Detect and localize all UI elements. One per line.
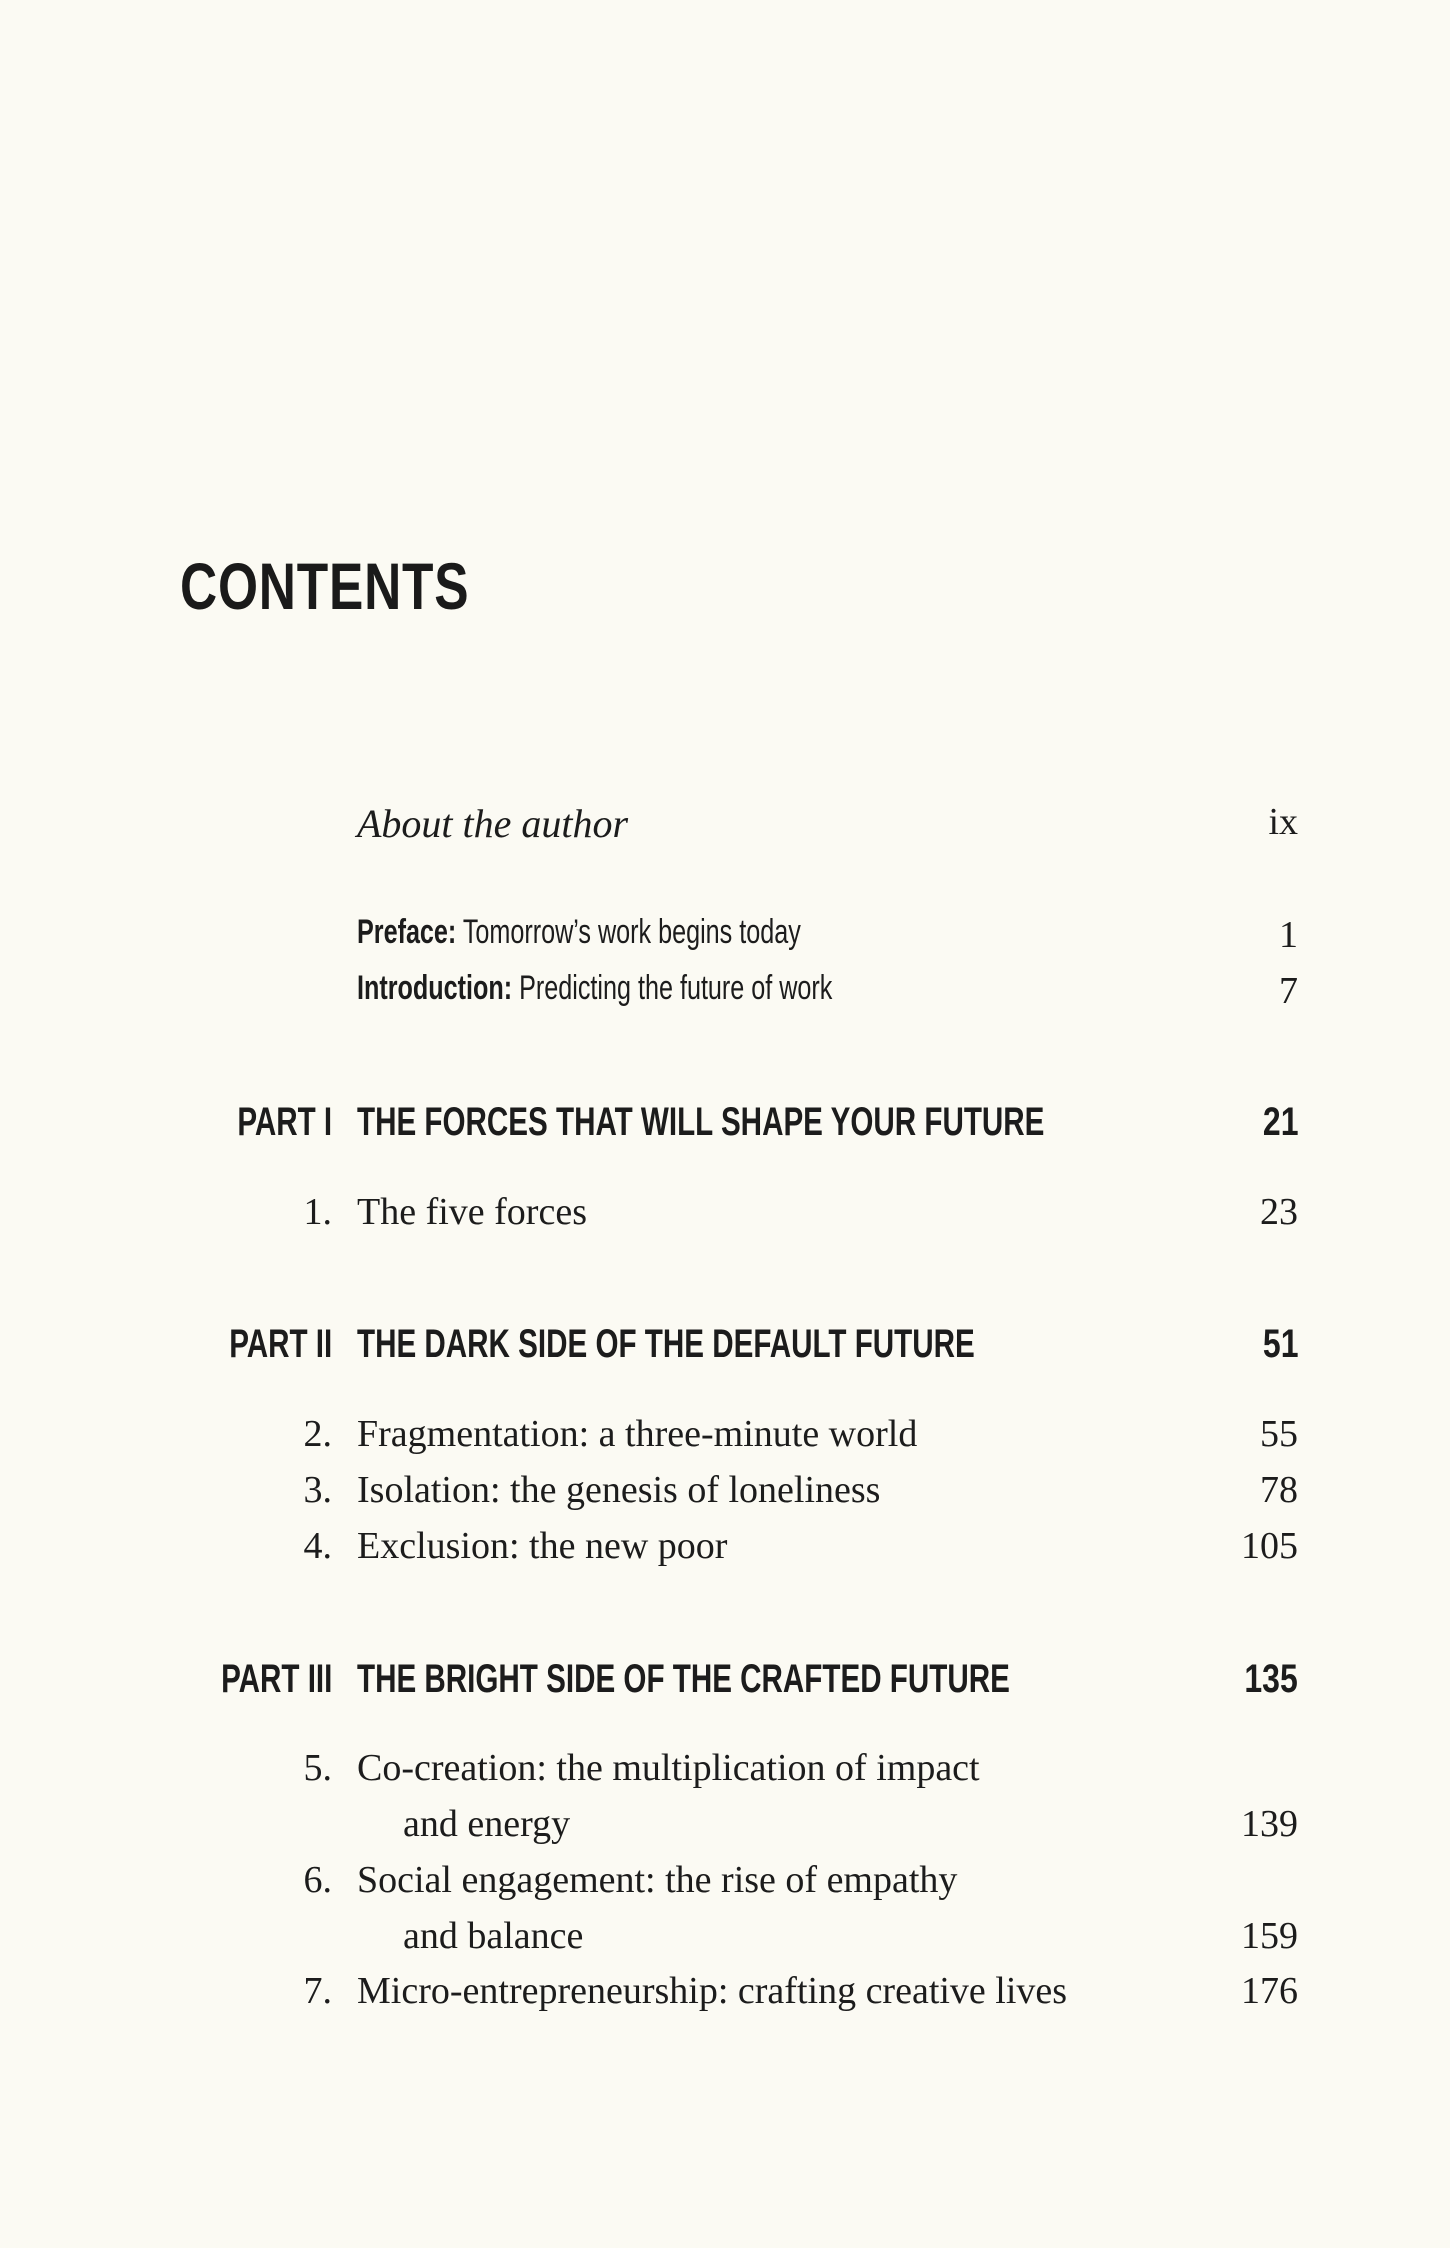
toc-chapter-6-continued xyxy=(0,1914,1450,1970)
chapter-title: Isolation: the genesis of loneliness xyxy=(357,1469,881,1511)
entry-title: About the author xyxy=(357,801,629,846)
part-label: PART I xyxy=(237,1100,332,1144)
chapter-page: 176 xyxy=(1241,1970,1298,2012)
toc-part-2 xyxy=(0,1322,1450,1378)
toc-entry-about xyxy=(0,800,1450,856)
toc-entry-preface xyxy=(0,913,1450,969)
toc-chapter-5 xyxy=(0,1746,1450,1802)
page-title: CONTENTS xyxy=(180,549,470,623)
chapter-title: Exclusion: the new poor xyxy=(357,1525,728,1567)
entry-text: Tomorrow’s work begins today xyxy=(462,913,801,951)
chapter-title: Micro-entrepreneurship: crafting creative lives xyxy=(357,1970,1068,2012)
chapter-title: Co-creation: the multiplication of impact xyxy=(357,1747,980,1789)
chapter-page: 23 xyxy=(1260,1191,1298,1233)
entry-title xyxy=(357,969,832,1008)
chapter-number: 6. xyxy=(303,1859,332,1901)
chapter-title: Fragmentation: a three-minute world xyxy=(357,1413,918,1455)
chapter-page: 78 xyxy=(1260,1469,1298,1511)
entry-title xyxy=(357,913,801,952)
chapter-title: The five forces xyxy=(357,1191,587,1233)
toc-entry-introduction xyxy=(0,969,1450,1025)
chapter-number: 3. xyxy=(303,1469,332,1511)
toc-chapter-4 xyxy=(0,1524,1450,1580)
toc-chapter-3 xyxy=(0,1468,1450,1524)
toc-chapter-1 xyxy=(0,1190,1450,1246)
part-label: PART III xyxy=(220,1657,332,1701)
chapter-number: 7. xyxy=(303,1970,332,2012)
toc-chapter-5-continued xyxy=(0,1802,1450,1858)
chapter-page: 105 xyxy=(1241,1525,1298,1567)
chapter-page: 139 xyxy=(1241,1803,1298,1845)
chapter-page: 55 xyxy=(1260,1413,1298,1455)
toc-chapter-2 xyxy=(0,1412,1450,1468)
toc-part-3 xyxy=(0,1657,1450,1713)
chapter-page: 159 xyxy=(1241,1915,1298,1957)
entry-page: 1 xyxy=(1279,914,1298,956)
toc-chapter-7 xyxy=(0,1969,1450,2025)
toc-part-1 xyxy=(0,1100,1450,1156)
entry-page: 7 xyxy=(1279,970,1298,1012)
entry-label: Introduction: xyxy=(357,969,513,1007)
chapter-title-continued: and energy xyxy=(403,1803,571,1845)
toc-chapter-6 xyxy=(0,1858,1450,1914)
part-label: PART II xyxy=(228,1322,332,1366)
part-page: 21 xyxy=(1262,1100,1298,1144)
chapter-number: 1. xyxy=(303,1191,332,1233)
part-title: THE DARK SIDE OF THE DEFAULT FUTURE xyxy=(357,1322,975,1366)
chapter-number: 5. xyxy=(303,1747,332,1789)
chapter-number: 2. xyxy=(303,1413,332,1455)
part-page: 135 xyxy=(1244,1657,1298,1701)
part-title: THE FORCES THAT WILL SHAPE YOUR FUTURE xyxy=(357,1100,1045,1144)
entry-page: ix xyxy=(1268,801,1298,843)
entry-label: Preface: xyxy=(357,913,457,951)
chapter-title: Social engagement: the rise of empathy xyxy=(357,1859,958,1901)
chapter-title-continued: and balance xyxy=(403,1915,584,1957)
chapter-number: 4. xyxy=(303,1525,332,1567)
entry-text: Predicting the future of work xyxy=(519,969,833,1007)
part-title: THE BRIGHT SIDE OF THE CRAFTED FUTURE xyxy=(357,1657,1010,1701)
part-page: 51 xyxy=(1262,1322,1298,1366)
